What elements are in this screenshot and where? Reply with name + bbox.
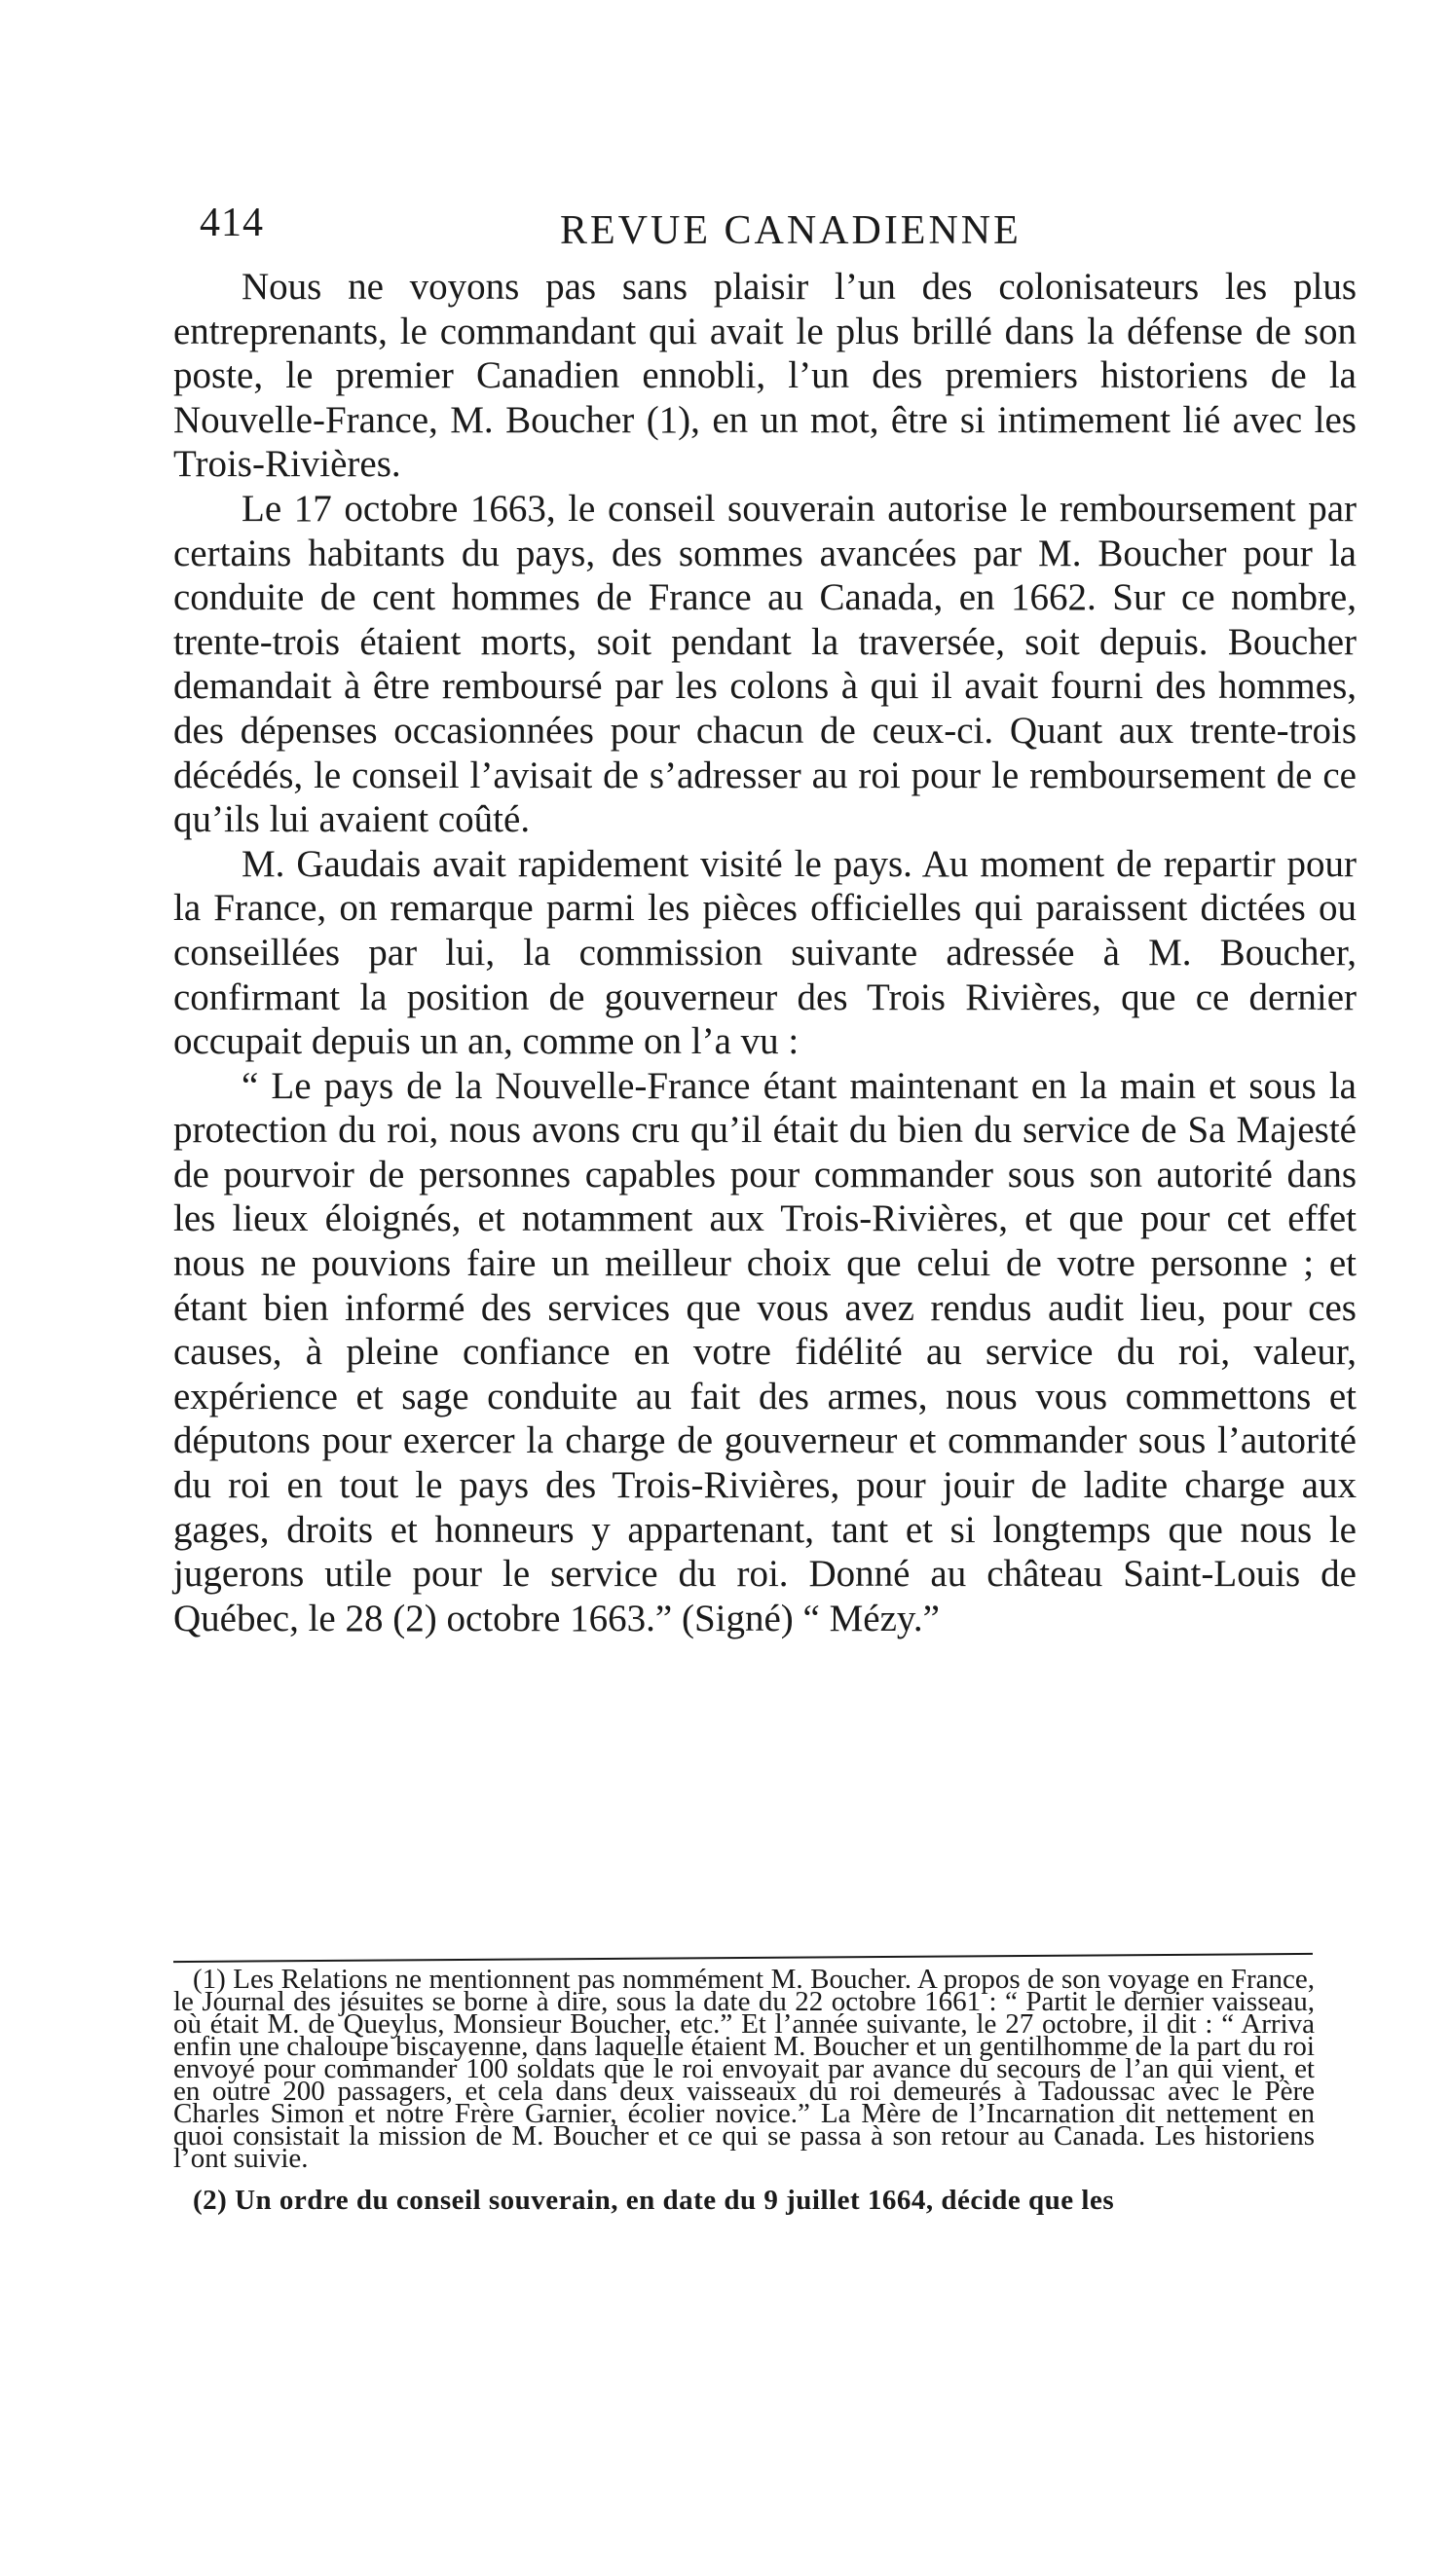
footnote-1: (1) Les Relations ne mentionnent pas nommément M. Boucher. A propos de son voyage en France, le Journal des jésuites se borne à dire, sous la date du 22 octobre 1661 : “ Partit le dernier vaisseau, où était M. de Queylus, Monsieur Boucher, etc.” Et l’année suivante, le 27 octobre, il dit : “ Arriva enfin une chaloupe biscayenne, dans laquelle étaient M. Boucher et un gentilhomme de la part du roi envoyé pour commander 100 soldats que le roi envoyait par avance du secours de l’an qui vient, et en outre 200 passagers, et cela dans deux vaisseaux du roi demeurés à Tadoussac avec le Père Charles Simon et notre Frère Garnier, écolier novice.” La Mère de l’Incarnation dit nettement en quoi consistait la mission de M. Boucher et ce qui se passa à son retour au Canada. Les historiens l’ont suivie. [173,1964,1315,2174]
page-number: 414 [200,201,264,245]
paragraph-boucher-intro: Nous ne voyons pas sans plaisir l’un des colonisateurs les plus entreprenants, le commandant qui avait le plus brillé dans la défense de son poste, le premier Canadien ennobli, l’un des premiers historiens de la Nouvelle-France, M. Boucher (1), en un mot, être si intimement lié avec les Trois-Rivières. [173,266,1357,486]
footnotes [173,1964,1315,2216]
main-text [173,265,1357,1640]
paragraph-commission-quote: “ Le pays de la Nouvelle-France étant maintenant en la main et sous la protection du roi, nous avons cru qu’il était du bien du service de Sa Majesté de pourvoir de personnes capables pour commander sous son autorité dans les lieux éloignés, et notamment aux Trois-Rivières, et que pour cet effet nous ne pouvions faire un meilleur choix que celui de votre personne ; et étant bien informé des services que vous avez rendus audit lieu, pour ces causes, à pleine confiance en votre fidélité au service du roi, valeur, expérience et sage conduite au fait des armes, nous vous commettons et députons pour exercer la charge de gouverneur et commander sous l’autorité du roi en tout le pays des Trois-Rivières, pour jouir de ladite charge aux gages, droits et honneurs y appartenant, tant et si longtemps que nous le jugerons utile pour le service du roi. Donné au château Saint-Louis de Québec, le 28 (2) octobre 1663.” (Signé) “ Mézy.” [173,1064,1357,1639]
paragraph-gaudais: M. Gaudais avait rapidement visité le pays. Au moment de repartir pour la France, on remarque parmi les pièces officielles qui paraissent dictées ou conseillées par lui, la commission suivante adressée à M. Boucher, confirmant la position de gouverneur des Trois Rivières, que ce dernier occupait depuis un an, comme on l’a vu : [173,842,1357,1063]
paragraph-reimbursement: Le 17 octobre 1663, le conseil souverain autorise le remboursement par certains habitants du pays, des sommes avancées par M. Boucher pour la conduite de cent hommes de France au Canada, en 1662. Sur ce nombre, trente-trois étaient morts, soit pendant la traversée, soit depuis. Boucher demandait à être remboursé par les colons à qui il avait fourni des hommes, des dépenses occasionnées pour chacun de ceux-ci. Quant aux trente-trois décédés, le conseil l’avisait de s’adresser au roi pour le remboursement de ce qu’ils lui avaient coûté. [173,487,1357,841]
page-header [200,200,1358,258]
running-title: REVUE CANADIENNE [560,208,1022,253]
footnote-2: (2) Un ordre du conseil souverain, en date du 9 juillet 1664, décide que les [193,2185,1115,2216]
footnote-divider [173,1953,1313,1963]
